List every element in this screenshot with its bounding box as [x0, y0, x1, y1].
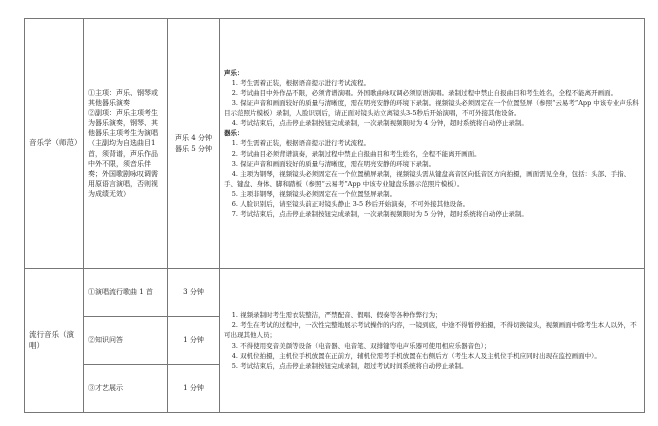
requirement-item: 6. 人脸识别后，请至镜头前正对镜头静止 3-5 秒后开始演奏，不可外接其他设备。	[231, 199, 470, 208]
requirement-item: 4. 主项为钢琴，视频镜头必须固定在一个位置横屏录制，视频镜头需从键盘高音区向低音区方向拍摄，画面需见全身，包括：头部、手指、手、键盘、身体、脚和踏板（参照“云易考”App 中该专业键盘乐器示范照片模板）。	[224, 169, 631, 188]
exam-requirements-table	[24, 18, 645, 413]
requirement-item: 4. 双机位拍摄，主机位手机放置在正前方，辅机位需考手机放置在右侧后方（考生本人及主机位手机应同时出现在监控画面中）。	[231, 351, 601, 360]
duration-cell	[168, 19, 220, 269]
requirement-item: 1. 考生需着正装，根据语音提示进行考试流程。	[231, 79, 371, 88]
table-row-pop-1	[25, 269, 645, 317]
requirement-item: 3. 保证声音和画面较好的质量与清晰度，需在明亮安静的环境下录制。	[231, 159, 436, 168]
duration-cell: 1 分钟	[168, 317, 220, 365]
content-cell: ①演唱流行歌曲 1 首	[84, 269, 168, 317]
subject-cell: 音乐学（师范）	[25, 19, 84, 269]
content-cell: ②知识问答	[84, 317, 168, 365]
requirement-item: 5. 主项非钢琴，视频镜头必须固定在一个位置竖屏录制。	[231, 189, 397, 198]
duration-text: 声乐 4 分钟 器乐 5 分钟	[175, 134, 212, 153]
requirement-item: 1. 考生需着正装，根据语音提示进行考试流程。	[231, 139, 371, 148]
requirement-item: 3. 不得使用变音美颜等设备（电音器、电音笔、双排键等电声乐器可使用相应乐器音色）；	[231, 341, 491, 350]
requirement-item: 7. 考试结束后，点击停止录制按钮完成录制，一次录制视频限时为 5 分钟，超时系统将自动停止录制。	[231, 209, 528, 218]
requirement-item: 2. 考生在考试的过程中，一次性完整地展示考试操作的内容，一镜到底，中途不得暂停拍摄，不得切换镜头，视频画面中除考生本人以外，不可出现其他人员；	[224, 321, 637, 340]
subject-cell: 流行音乐（演唱）	[25, 269, 84, 413]
requirement-heading: 器乐：	[224, 129, 244, 138]
content-cell: ③才艺展示	[84, 365, 168, 413]
requirement-heading: 声乐：	[224, 69, 244, 78]
content-cell	[84, 19, 168, 269]
table-row-music-education	[25, 19, 645, 269]
requirements-cell	[220, 269, 645, 413]
content-text: ①主项：声乐、钢琴或其他器乐演奏 ②副项：声乐主项考生为器乐演奏，钢琴、其他器乐主项考生为演唱 （主副均为自选曲目1首，须背谱，声乐作品中外不限，须音乐伴奏；外国歌剧咏叹调需用原语言演唱，否则视为成绩无效）	[88, 88, 158, 199]
duration-cell: 1 分钟	[168, 365, 220, 413]
requirement-item: 5. 考试结束后，点击停止录制按钮完成录制，超过考试时间系统将自动停止录制。	[231, 361, 468, 370]
requirement-item: 2. 考试曲目必须背谱演奏，录制过程中禁止自报曲目和考生姓名，全程不能离开画面。	[231, 149, 481, 158]
duration-cell: 3 分钟	[168, 269, 220, 317]
requirement-item: 2. 考试曲目中外作品不限，必须背谱演唱。外国歌曲咏叹调必须原语演唱。录制过程中禁止自报曲目和考生姓名，全程不能离开画面。	[231, 89, 618, 98]
requirements-cell	[220, 19, 645, 269]
requirement-item: 4. 考试结束后，点击停止录制按钮完成录制，一次录制视频限时为 4 分钟，超时系统将自动停止录制。	[231, 119, 528, 128]
requirement-item: 3. 保证声音和画面较好的质量与清晰度，需在明亮安静的环境下录制。视频镜头必须固定在一个位置竖屏（参照“云易考”App 中该专业声乐科目示范照片模板）录制，人脸识别后，请正面对镜头站立离镜头3-5秒后开始演唱，不可外接其他设备。	[224, 99, 639, 118]
requirement-item: 1. 视频录制时考生需衣装整洁，严禁配音、假唱、假奏等各种作弊行为；	[231, 311, 442, 320]
